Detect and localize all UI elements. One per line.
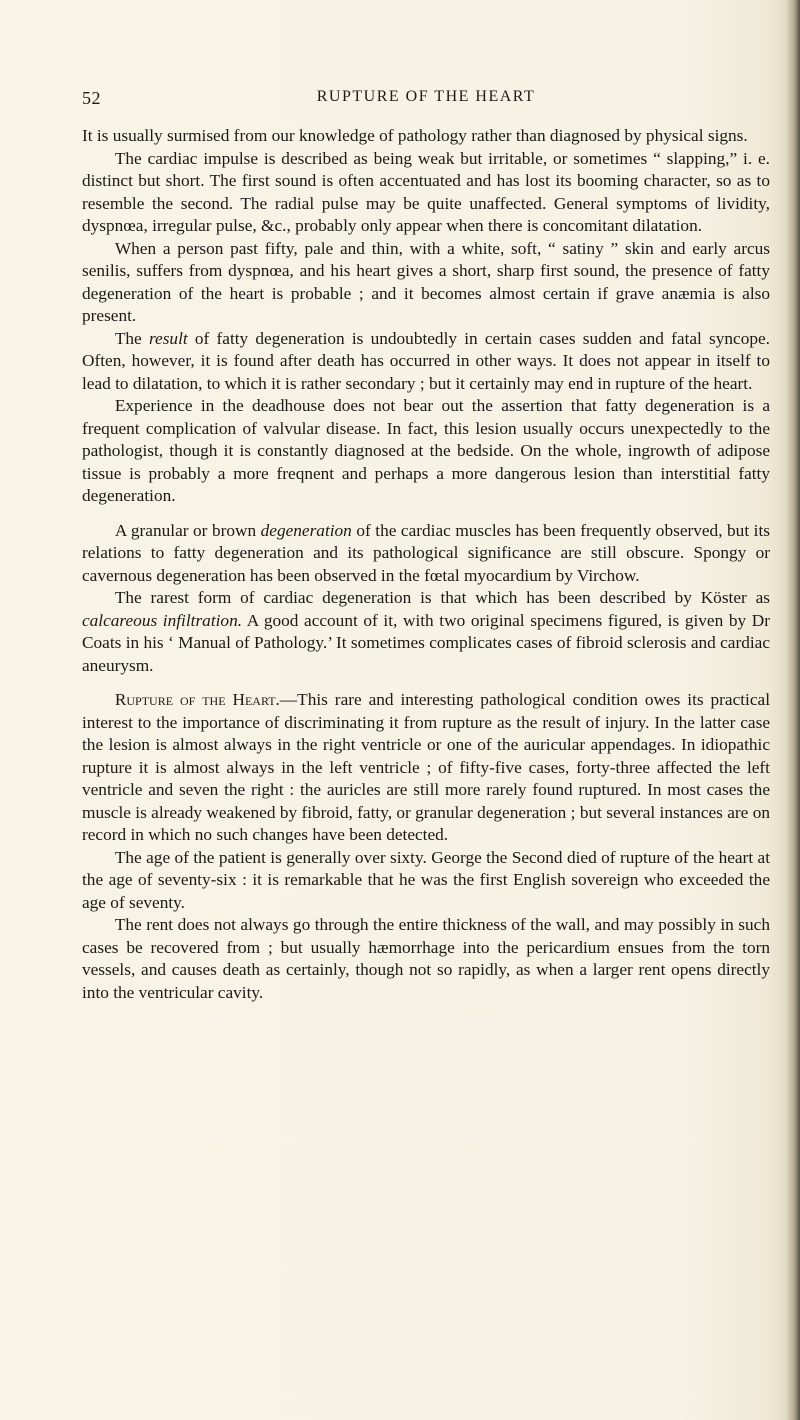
text-span: The rarest form of cardiac degeneration is that which has been described by Köster as <box>114 588 770 607</box>
paragraph <box>82 520 770 588</box>
paragraph: Experience in the deadhouse does not bear out the assertion that fatty degeneration is a frequent complication of valvular disease. In fact, this lesion usually occurs unexpectedly to the pathologist, though it is constantly diagnosed at the bedside. On the whole, ingrowth of adipose tissue is probably a more freqnent and perhaps a more dangerous lesion than interstitial fatty degeneration. <box>82 396 770 505</box>
text-span: A good account of it, with two original specimens figured, is given by Dr Coats in his ‘ Manual of Pathology.’ It sometimes complicates cases of fibroid sclerosis and cardiac aneurysm. <box>82 610 770 675</box>
italic-term: result <box>148 328 188 348</box>
text-span: of the cardiac muscles has been frequently observed, but its relations to fatty degeneration and its pathological significance are still obscure. Spongy or cavernous degeneration has been observed in the fœtal myocardium by Virchow. <box>82 520 770 585</box>
body-text <box>82 125 770 1004</box>
paragraph: It is usually surmised from our knowledge of pathology rather than diagnosed by physical signs. <box>82 126 748 145</box>
page-number: 52 <box>82 88 101 108</box>
page-header <box>82 88 770 112</box>
italic-term: calcareous infiltration. <box>82 610 243 630</box>
paragraph <box>82 328 770 396</box>
running-title: RUPTURE OF THE HEART <box>316 88 536 105</box>
section-paragraph <box>82 689 770 847</box>
paragraph: When a person past fifty, pale and thin, with a white, soft, “ satiny ” skin and early arcus senilis, suffers from dyspnœa, and his heart gives a short, sharp first sound, the presence of fatty degeneration of the heart is probable ; and it becomes almost certain if grave anæmia is also present. <box>82 238 770 325</box>
paragraph: The rent does not always go through the entire thickness of the wall, and may possibly in such cases be recovered from ; but usually hæmorrhage into the pericardium ensues from the torn vessels, and causes death as certainly, though not so rapidly, as when a larger rent opens directly into the ventricular cavity. <box>82 915 770 1002</box>
text-span: —This rare and interesting pathological condition owes its practical interest to the importance of discriminating it from rupture as the result of injury. In the latter case the lesion is almost always in the right ventricle or one of the auricular appendages. In idiopathic rupture it is almost always in the left ventricle ; of fifty-five cases, forty-three affected the left ventricle and seven the right : the auricles are still more rarely found ruptured. In most cases the muscle is already weakened by fibroid, fatty, or granular degeneration ; but several instances are on record in which no such changes have been detected. <box>82 690 770 844</box>
text-span: The <box>114 328 149 348</box>
text-span: A granular or brown <box>114 520 261 540</box>
page-edge-shadow <box>786 0 800 1420</box>
italic-term: degeneration <box>260 520 352 540</box>
section-heading: Rupture of the Heart. <box>114 690 280 709</box>
paragraph: The age of the patient is generally over sixty. George the Second died of rupture of the heart at the age of seventy-six : it is remarkable that he was the first English sovereign who exceeded the age of seventy. <box>82 847 770 912</box>
text-span: of fatty degeneration is undoubtedly in certain cases sudden and fatal syncope. Often, however, it is found after death has occurred in other ways. It does not appear in itself to lead to dilatation, to which it is rather secondary ; but it certainly may end in rupture of the heart. <box>82 328 771 393</box>
paragraph: The cardiac impulse is described as being weak but irritable, or sometimes “ slapping,” i. e. distinct but short. The first sound is often accentuated and has lost its booming character, so as to resemble the second. The radial pulse may be quite unaffected. General symptoms of lividity, dyspnœa, irregular pulse, &c., probably only appear when there is concomitant dilatation. <box>82 148 770 235</box>
paragraph <box>82 587 770 677</box>
